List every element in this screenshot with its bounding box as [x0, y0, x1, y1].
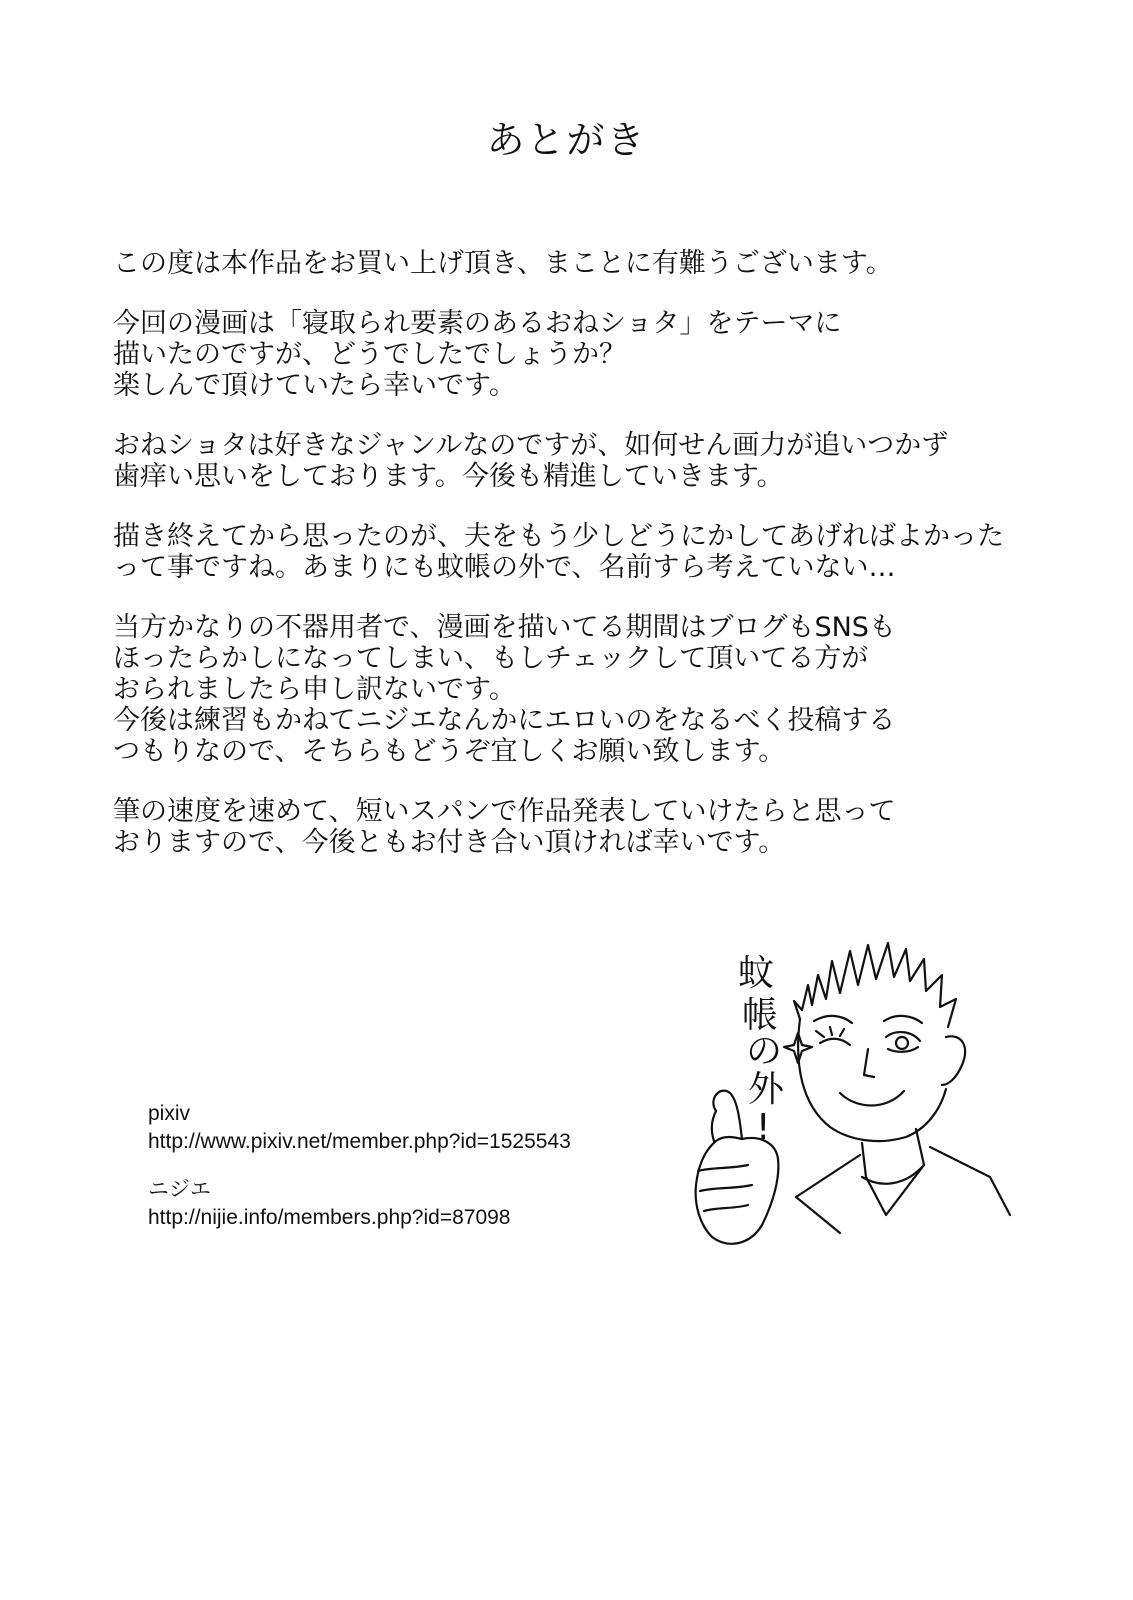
paragraph-line: 今後は練習もかねてニジエなんかにエロいのをなるべく投稿する: [113, 705, 896, 736]
paragraph: [113, 612, 1033, 767]
nijie-url[interactable]: http://nijie.info/members.php?id=87098: [148, 1206, 511, 1229]
pixiv-link-group: [148, 1100, 708, 1156]
paragraph: [113, 521, 1033, 583]
paragraph-line: 楽しんで頂けていたら幸いです。: [113, 370, 516, 401]
paragraph-line: 歯痒い思いをしております。今後も精進していきます。: [113, 461, 784, 492]
sketch-caption-char: 蚊: [738, 953, 775, 994]
paragraph-line: ほったらかしになってしまい、もしチェックして頂いてる方が: [113, 643, 869, 674]
author-sketch-drawing: [690, 915, 1020, 1265]
sketch-caption-char: 外: [748, 1069, 785, 1110]
paragraph-line: 筆の速度を速めて、短いスパンで作品発表していけたらと思って: [113, 796, 896, 827]
paragraph-line: つもりなので、そちらもどうぞ宜しくお願い致します。: [113, 736, 786, 767]
pixiv-label: pixiv: [148, 1102, 191, 1125]
paragraph-line: 今回の漫画は「寝取られ要素のあるおねショタ」をテーマに: [113, 308, 842, 339]
page-title: あとがき: [486, 118, 647, 162]
paragraph-line: おられましたら申し訳ないです。: [113, 674, 516, 705]
paragraph-line: 描き終えてから思ったのが、夫をもう少しどうにかしてあげればよかった: [113, 521, 1004, 552]
paragraph-line: おりますので、今後ともお付き合い頂ければ幸いです。: [113, 827, 786, 858]
paragraph: [113, 308, 1033, 401]
paragraph-line: って事ですね。あまりにも蚊帳の外で、名前すら考えていない…: [113, 552, 896, 583]
paragraph: [113, 796, 1033, 858]
nijie-label: ニジエ: [148, 1178, 211, 1201]
afterword-body: [113, 248, 1033, 887]
sketch-caption-char: 帳: [742, 995, 779, 1036]
pixiv-url[interactable]: http://www.pixiv.net/member.php?id=1525543: [148, 1130, 571, 1153]
paragraph: [113, 430, 1033, 492]
nijie-link-group: [148, 1176, 708, 1232]
paragraph-line: この度は本作品をお買い上げ頂き、まことに有難うございます。: [113, 248, 893, 279]
author-links: [148, 1100, 708, 1252]
sketch-caption-char: !: [756, 1107, 771, 1148]
paragraph-line: 描いたのですが、どうでしたでしょうか？: [113, 339, 626, 370]
paragraph-line: 当方かなりの不器用者で、漫画を描いてる期間はブログもSNSも: [113, 612, 896, 643]
sketch-caption-char: の: [746, 1031, 783, 1072]
paragraph-line: おねショタは好きなジャンルなのですが、如何せん画力が追いつかず: [113, 430, 949, 461]
paragraph: [113, 248, 1033, 279]
author-sketch: [690, 915, 1020, 1265]
